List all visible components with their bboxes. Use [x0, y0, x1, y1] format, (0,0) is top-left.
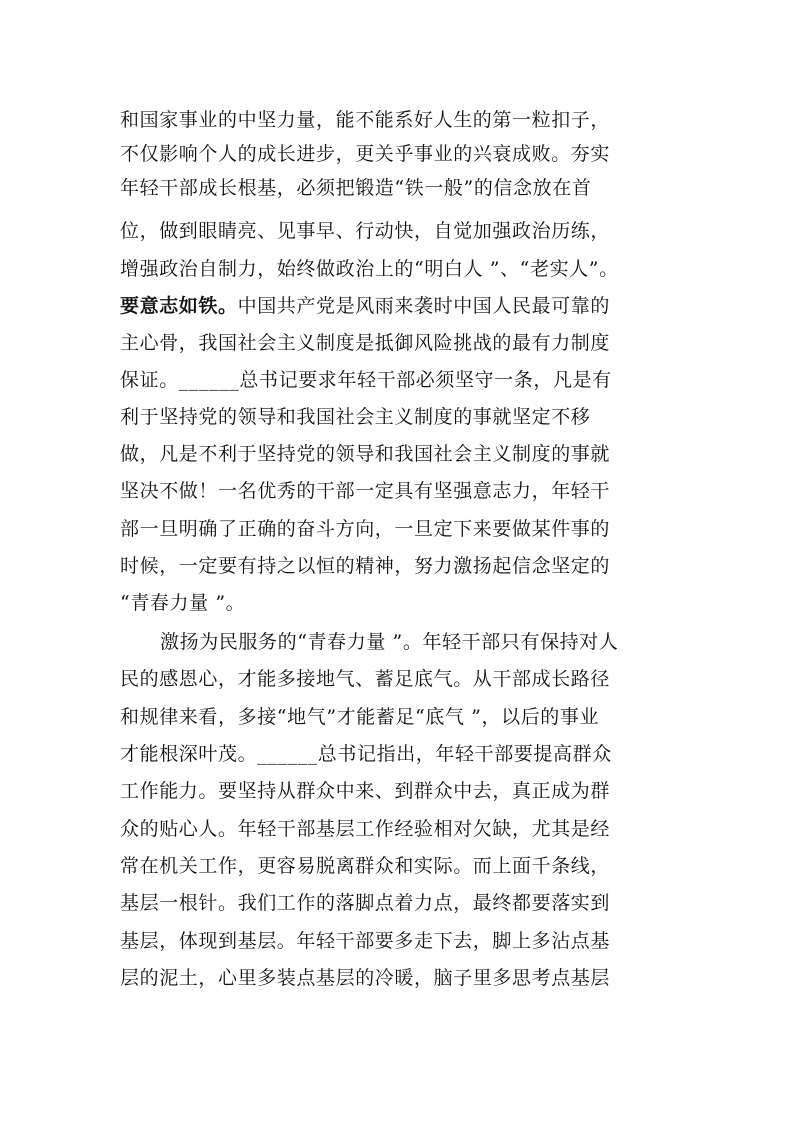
text-line: 年轻干部成长根基，必须把锻造“铁一般”的信念放在首 — [120, 177, 592, 199]
text-line: 部一旦明确了正确的奋斗方向，一旦定下来要做某件事的 — [120, 518, 611, 540]
text-line: 时候，一定要有持之以恒的精神，努力激扬起信念坚定的 — [120, 555, 611, 577]
text-line: 和国家事业的中坚力量，能不能系好人生的第一粒扣子， — [120, 109, 611, 131]
text-line: 做，凡是不利于坚持党的领导和我国社会主义制度的事就 — [120, 443, 611, 465]
text-line: 增强政治自制力，始终做政治上的“明白人 ”、“老实人”。 — [120, 258, 619, 280]
text-line: 常在机关工作，更容易脱离群众和实际。而上面千条线， — [120, 855, 611, 877]
text-line: 工作能力。要坚持从群众中来、到群众中去，真正成为群 — [120, 780, 611, 802]
text-line: 众的贴心人。年轻干部基层工作经验相对欠缺，尤其是经 — [120, 818, 611, 840]
text-line: “青春力量 ”。 — [120, 592, 246, 614]
text-line: 坚决不做！一名优秀的干部一定具有坚强意志力，年轻干 — [120, 480, 611, 502]
text-line: 激扬为民服务的“青春力量 ”。年轻干部只有保持对人 — [160, 631, 619, 653]
text-line: 和规律来看，多接“地气”才能蓄足“底气 ”，以后的事业 — [120, 706, 600, 728]
text-line — [120, 294, 660, 318]
text-line: 基层，体现到基层。年轻干部要多走下去，脚上多沾点基 — [120, 930, 611, 952]
text-line: 不仅影响个人的成长进步，更关乎事业的兴衰成败。夯实 — [120, 143, 611, 165]
text-line: 保证。______总书记要求年轻干部必须坚守一条，凡是有 — [120, 369, 612, 391]
text-line: 层的泥土，心里多装点基层的冷暖，脑子里多思考点基层 — [120, 967, 611, 989]
text-line: 主心骨，我国社会主义制度是抵御风险挑战的最有力制度 — [120, 332, 611, 354]
text-line: 位，做到眼睛亮、见事早、行动快，自觉加强政治历练， — [120, 220, 611, 242]
text-line: 利于坚持党的领导和我国社会主义制度的事就坚定不移 — [120, 406, 591, 428]
section-lead-bold: 要意志如铁。 — [120, 295, 238, 317]
text-line: 基层一根针。我们工作的落脚点着力点，最终都要落实到 — [120, 892, 611, 914]
text-line: 民的感恩心，才能多接地气、蓄足底气。从干部成长路径 — [120, 668, 611, 690]
text-line: 才能根深叶茂。______总书记指出，年轻干部要提高群众 — [120, 743, 612, 765]
line-rest: 中国共产党是风雨来袭时中国人民最可靠的 — [237, 295, 611, 317]
